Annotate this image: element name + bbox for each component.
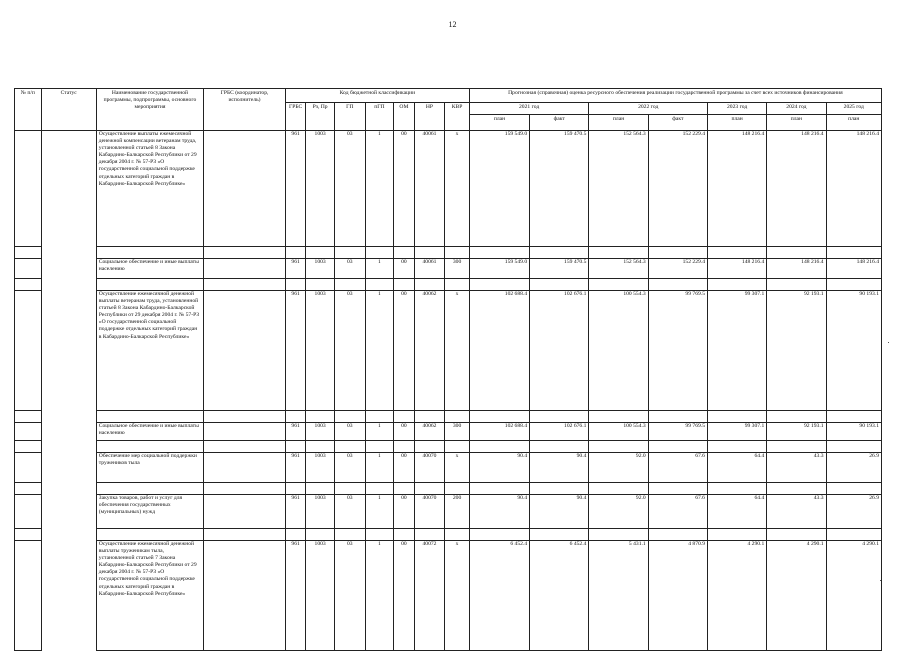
cell-name: Осуществление выплаты ежемесячной денежной компенсации ветеранам труда, установленной статьей 8 Закона Кабардино-Балкарской Республики от 29 декабря 2004 г. № 57-РЗ «О государственной социальной поддержке отдельных категорий граждан в Кабардино-Балкарской Республике» <box>96 131 203 247</box>
header-num: № п/п <box>15 89 42 131</box>
cell-value: 90.4 <box>469 495 529 529</box>
header-sub-plan: план <box>826 115 881 131</box>
cell-value: 159 549.0 <box>469 259 529 279</box>
cell-code-nr: 40070 <box>414 453 445 483</box>
header-code-om: ОМ <box>394 103 414 131</box>
cell-code-grbs: 961 <box>285 291 305 411</box>
cell-value: 148 216.4 <box>826 259 881 279</box>
cell-code-om: 00 <box>394 423 414 441</box>
header-code-grbs: ГРБС <box>285 103 305 131</box>
cell-value: 90.4 <box>469 453 529 483</box>
header-sub-plan: план <box>589 115 648 131</box>
cell-value: 5 431.1 <box>589 541 648 651</box>
cell-code-rzpr: 1003 <box>306 291 335 411</box>
cell-status <box>41 259 96 279</box>
cell-value: 90 193.1 <box>826 291 881 411</box>
header-sub-fact: факт <box>530 115 589 131</box>
row-spacer <box>15 411 882 423</box>
cell-code-kvr: 200 <box>445 495 470 529</box>
cell-value: 64.4 <box>707 453 766 483</box>
cell-value: 99 769.5 <box>648 291 707 411</box>
cell-code-rzpr: 1003 <box>306 259 335 279</box>
cell-code-rzpr: 1003 <box>306 453 335 483</box>
cell-value: 159 470.5 <box>530 259 589 279</box>
cell-code-nr: 40062 <box>414 291 445 411</box>
cell-code-om: 00 <box>394 453 414 483</box>
cell-code-gp: 03 <box>334 453 365 483</box>
cell-value: 4 870.9 <box>648 541 707 651</box>
cell-value: 64.4 <box>707 495 766 529</box>
cell-value: 99 307.1 <box>707 423 766 441</box>
cell-code-pgp: 1 <box>365 423 394 441</box>
cell-status <box>41 541 96 651</box>
row-spacer <box>15 279 882 291</box>
cell-value: 6 452.4 <box>530 541 589 651</box>
cell-value: 4 290.1 <box>707 541 766 651</box>
cell-code-rzpr: 1003 <box>306 495 335 529</box>
header-year-2025: 2025 год <box>826 103 881 115</box>
table-row <box>15 259 882 279</box>
cell-value: 102 688.4 <box>469 423 529 441</box>
table-row <box>15 453 882 483</box>
cell-name: Закупка товаров, работ и услуг для обеспечения государственных (муниципальных) нужд <box>96 495 203 529</box>
header-budget-codes: Код бюджетной классификации <box>285 89 469 103</box>
cell-value: 152 564.3 <box>589 131 648 247</box>
cell-code-grbs: 961 <box>285 453 305 483</box>
cell-code-pgp: 1 <box>365 495 394 529</box>
cell-value: 99 307.1 <box>707 291 766 411</box>
cell-value: 4 290.1 <box>767 541 826 651</box>
row-spacer <box>15 483 882 495</box>
cell-code-pgp: 1 <box>365 259 394 279</box>
cell-code-rzpr: 1003 <box>306 131 335 247</box>
cell-value: 148 216.4 <box>767 131 826 247</box>
cell-grbs-executor <box>204 291 286 411</box>
cell-name: Социальное обеспечение и иные выплаты населению <box>96 259 203 279</box>
cell-status <box>41 423 96 441</box>
cell-code-grbs: 961 <box>285 495 305 529</box>
cell-code-rzpr: 1003 <box>306 541 335 651</box>
cell-code-nr: 40072 <box>414 541 445 651</box>
cell-code-gp: 03 <box>334 259 365 279</box>
cell-code-kvr: x <box>445 131 470 247</box>
table-row <box>15 495 882 529</box>
cell-code-gp: 03 <box>334 131 365 247</box>
cell-grbs-executor <box>204 541 286 651</box>
cell-code-om: 00 <box>394 495 414 529</box>
cell-value: 43.3 <box>767 495 826 529</box>
cell-code-kvr: x <box>445 541 470 651</box>
cell-code-nr: 40061 <box>414 131 445 247</box>
cell-name: Социальное обеспечение и иные выплаты населению <box>96 423 203 441</box>
page-number: 12 <box>448 20 457 29</box>
cell-value: 67.6 <box>648 453 707 483</box>
cell-code-pgp: 1 <box>365 131 394 247</box>
cell-num <box>15 259 42 279</box>
cell-value: 43.3 <box>767 453 826 483</box>
cell-value: 4 290.1 <box>826 541 881 651</box>
cell-name: Осуществление ежемесячной денежной выплаты ветеранам труда, установленной статьей 8 Закона Кабардино-Балкарской Республики от 29 декабря 2004 г. № 57-РЗ «О государственной социальной поддержке отдельных категорий граждан в Кабардино-Балкарской Республике» <box>96 291 203 411</box>
cell-code-pgp: 1 <box>365 453 394 483</box>
cell-num <box>15 453 42 483</box>
cell-status <box>41 131 96 247</box>
row-spacer <box>15 529 882 541</box>
cell-code-gp: 03 <box>334 541 365 651</box>
cell-code-gp: 03 <box>334 291 365 411</box>
cell-value: 159 549.0 <box>469 131 529 247</box>
cell-code-kvr: x <box>445 291 470 411</box>
cell-num <box>15 131 42 247</box>
table-row <box>15 423 882 441</box>
cell-code-grbs: 961 <box>285 131 305 247</box>
cell-value: 26.9 <box>826 453 881 483</box>
cell-value: 92 193.1 <box>767 291 826 411</box>
cell-grbs-executor <box>204 259 286 279</box>
header-code-kvr: КВР <box>445 103 470 131</box>
cell-value: 90.4 <box>530 453 589 483</box>
cell-code-kvr: 300 <box>445 259 470 279</box>
cell-num <box>15 291 42 411</box>
header-year-2022: 2022 год <box>589 103 708 115</box>
cell-value: 148 216.4 <box>767 259 826 279</box>
cell-value: 92.0 <box>589 495 648 529</box>
cell-num <box>15 423 42 441</box>
cell-code-om: 00 <box>394 131 414 247</box>
cell-value: 90 193.1 <box>826 423 881 441</box>
cell-status <box>41 291 96 411</box>
cell-grbs-executor <box>204 495 286 529</box>
cell-grbs-executor <box>204 131 286 247</box>
cell-value: 148 216.4 <box>826 131 881 247</box>
cell-code-pgp: 1 <box>365 291 394 411</box>
cell-code-kvr: x <box>445 453 470 483</box>
cell-code-rzpr: 1003 <box>306 423 335 441</box>
cell-value: 152 229.4 <box>648 259 707 279</box>
table-header <box>15 89 882 131</box>
header-sub-plan: план <box>469 115 529 131</box>
cell-status <box>41 453 96 483</box>
cell-value: 100 554.3 <box>589 423 648 441</box>
header-sub-fact: факт <box>648 115 707 131</box>
cell-value: 102 676.1 <box>530 423 589 441</box>
cell-code-om: 00 <box>394 541 414 651</box>
cell-value: 99 769.5 <box>648 423 707 441</box>
header-year-2023: 2023 год <box>707 103 766 115</box>
cell-code-pgp: 1 <box>365 541 394 651</box>
cell-value: 100 554.3 <box>589 291 648 411</box>
cell-code-grbs: 961 <box>285 259 305 279</box>
row-spacer <box>15 247 882 259</box>
scan-mark <box>888 342 889 343</box>
cell-value: 90.4 <box>530 495 589 529</box>
cell-code-nr: 40061 <box>414 259 445 279</box>
table-row <box>15 291 882 411</box>
scan-mark <box>880 580 881 581</box>
cell-value: 26.9 <box>826 495 881 529</box>
header-code-gp: ГП <box>334 103 365 131</box>
cell-name: Осуществление ежемесячной денежной выплаты труженикам тыла, установленной статьей 7 Закона Кабардино-Балкарской Республики от 29 декабря 2004 г. № 57-РЗ «О государственной социальной поддержке отдельных категорий граждан в Кабардино-Балкарской Республике» <box>96 541 203 651</box>
cell-value: 102 676.1 <box>530 291 589 411</box>
budget-table <box>14 88 882 651</box>
header-name: Наименование государственной программы, подпрограммы, основного мероприятия <box>96 89 203 131</box>
cell-code-om: 00 <box>394 259 414 279</box>
cell-grbs-executor <box>204 453 286 483</box>
cell-value: 6 452.4 <box>469 541 529 651</box>
cell-value: 92 193.1 <box>767 423 826 441</box>
cell-code-gp: 03 <box>334 423 365 441</box>
cell-value: 67.6 <box>648 495 707 529</box>
cell-code-grbs: 961 <box>285 423 305 441</box>
header-grbs: ГРБС (координатор, исполнитель) <box>204 89 286 131</box>
cell-value: 152 229.4 <box>648 131 707 247</box>
cell-status <box>41 495 96 529</box>
cell-num <box>15 541 42 651</box>
cell-code-gp: 03 <box>334 495 365 529</box>
cell-code-nr: 40070 <box>414 495 445 529</box>
table-row <box>15 131 882 247</box>
header-year-2021: 2021 год <box>469 103 589 115</box>
cell-value: 159 470.5 <box>530 131 589 247</box>
cell-value: 92.0 <box>589 453 648 483</box>
header-year-2024: 2024 год <box>767 103 826 115</box>
cell-value: 102 688.4 <box>469 291 529 411</box>
header-resource-estimate: Прогнозная (справочная) оценка ресурсного обеспечения реализации государственной программы за счет всех источников финансирования <box>469 89 881 103</box>
cell-code-nr: 40062 <box>414 423 445 441</box>
cell-num <box>15 495 42 529</box>
cell-value: 148 216.4 <box>707 131 766 247</box>
header-code-rzpr: Рз, Пр <box>306 103 335 131</box>
cell-code-kvr: 300 <box>445 423 470 441</box>
cell-value: 148 216.4 <box>707 259 766 279</box>
cell-value: 152 564.3 <box>589 259 648 279</box>
header-sub-plan: план <box>707 115 766 131</box>
header-code-pgp: пГП <box>365 103 394 131</box>
header-code-nr: НР <box>414 103 445 131</box>
row-spacer <box>15 441 882 453</box>
cell-code-om: 00 <box>394 291 414 411</box>
cell-grbs-executor <box>204 423 286 441</box>
header-status: Статус <box>41 89 96 131</box>
table-body <box>15 131 882 651</box>
table-row <box>15 541 882 651</box>
cell-name: Обеспечение мер социальной поддержки тружеников тыла <box>96 453 203 483</box>
header-sub-plan: план <box>767 115 826 131</box>
cell-code-grbs: 961 <box>285 541 305 651</box>
